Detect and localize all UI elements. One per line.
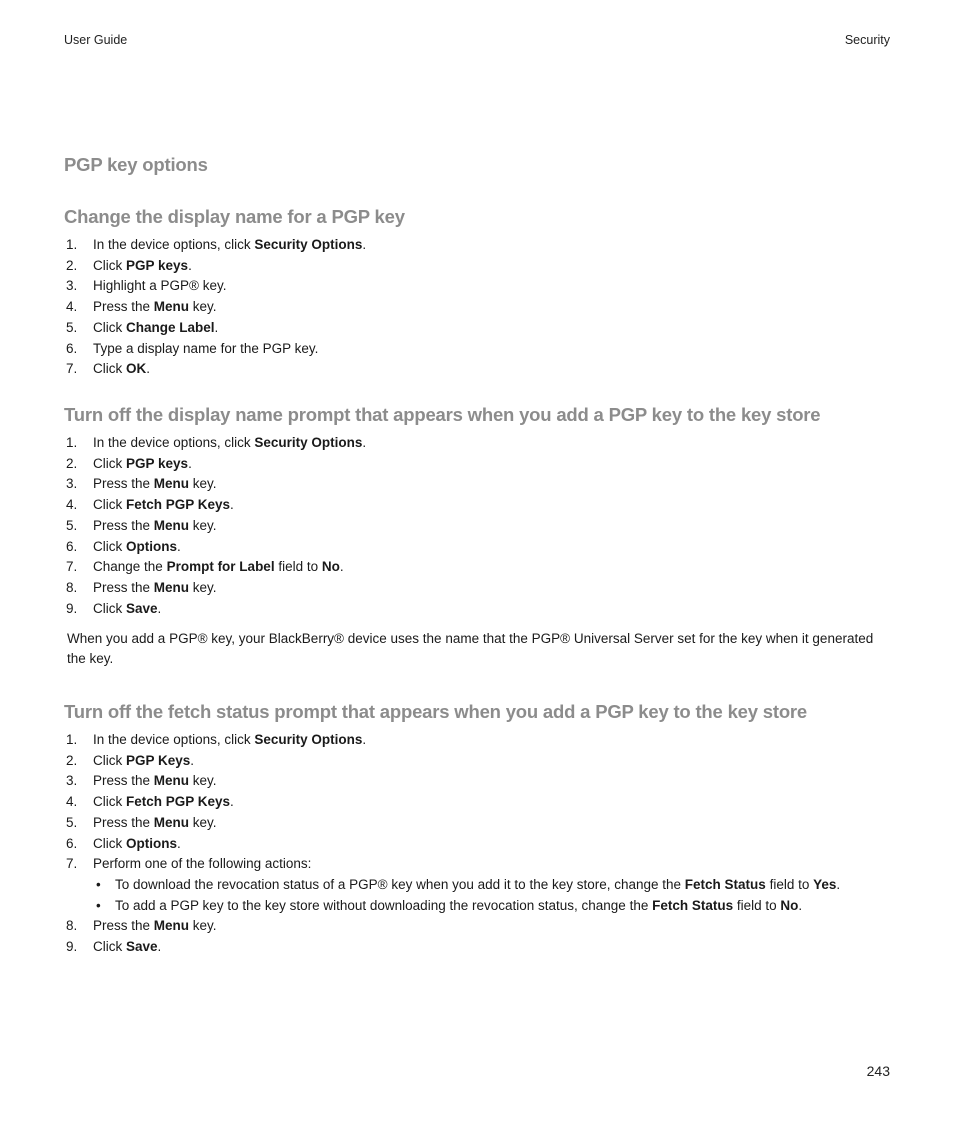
- list-item: 9. Click Save.: [66, 939, 162, 955]
- list-item: 7. Change the Prompt for Label field to No.: [66, 559, 344, 575]
- page-number: 243: [866, 1063, 890, 1079]
- list-item: 1. In the device options, click Security Options.: [66, 435, 367, 450]
- list-item: 2. Click PGP keys.: [66, 455, 192, 471]
- list-item: 9. Click Save.: [66, 600, 162, 616]
- list-item: 7. Perform one of the following actions: • To download the revocation status of a PGP® key when you add it to the key store, change the Fetch Status field to Yes. • To add a PGP key to the key store without downloading the revocation status, change the Fetch Status field to No.: [64, 854, 892, 916]
- steps-change-display-name: [64, 235, 892, 380]
- list-item: 5. Click Change Label.: [66, 319, 219, 335]
- list-item: 2. Click PGP keys.: [66, 257, 192, 273]
- sub-bullet-list: [93, 875, 892, 916]
- section-title: PGP key options: [64, 154, 208, 175]
- heading-fetch-status-prompt: Turn off the fetch status prompt that appears when you add a PGP key to the key store: [64, 701, 808, 722]
- note-paragraph: When you add a PGP® key, your BlackBerry® device uses the name that the PGP® Universal Server set for the key when it generated the key.: [67, 631, 874, 666]
- list-item: 6. Type a display name for the PGP key.: [66, 340, 319, 356]
- running-header-right: Security: [844, 33, 890, 47]
- list-item: 5. Press the Menu key.: [66, 814, 217, 830]
- list-item: 2. Click PGP Keys.: [66, 752, 195, 768]
- list-item: 5. Press the Menu key.: [66, 517, 217, 533]
- bullet-item: • To download the revocation status of a PGP® key when you add it to the key store, change the Fetch Status field to Yes.: [96, 876, 841, 892]
- running-header-left: User Guide: [64, 33, 128, 47]
- list-item: 7. Click OK.: [66, 361, 151, 377]
- list-item: 8. Press the Menu key.: [66, 579, 217, 595]
- list-item: 4. Click Fetch PGP Keys.: [66, 794, 234, 810]
- list-item: 6. Click Options.: [66, 538, 181, 554]
- heading-change-display-name: Change the display name for a PGP key: [64, 206, 405, 227]
- steps-display-name-prompt: [64, 433, 892, 619]
- list-item: 4. Click Fetch PGP Keys.: [66, 497, 234, 513]
- list-item: 1. In the device options, click Security Options.: [66, 237, 367, 252]
- list-item: 3. Highlight a PGP® key.: [66, 278, 227, 294]
- list-item: 4. Press the Menu key.: [66, 299, 217, 315]
- bullet-item: • To add a PGP key to the key store without downloading the revocation status, change the Fetch Status field to No.: [96, 897, 803, 913]
- list-item: 1. In the device options, click Security Options.: [66, 732, 367, 747]
- list-item: 3. Press the Menu key.: [66, 773, 217, 789]
- heading-display-name-prompt: Turn off the display name prompt that appears when you add a PGP key to the key store: [64, 404, 821, 425]
- steps-fetch-status-prompt: [64, 730, 892, 958]
- list-item: 8. Press the Menu key.: [66, 918, 217, 934]
- list-item: 3. Press the Menu key.: [66, 476, 217, 492]
- list-item: 6. Click Options.: [66, 835, 181, 851]
